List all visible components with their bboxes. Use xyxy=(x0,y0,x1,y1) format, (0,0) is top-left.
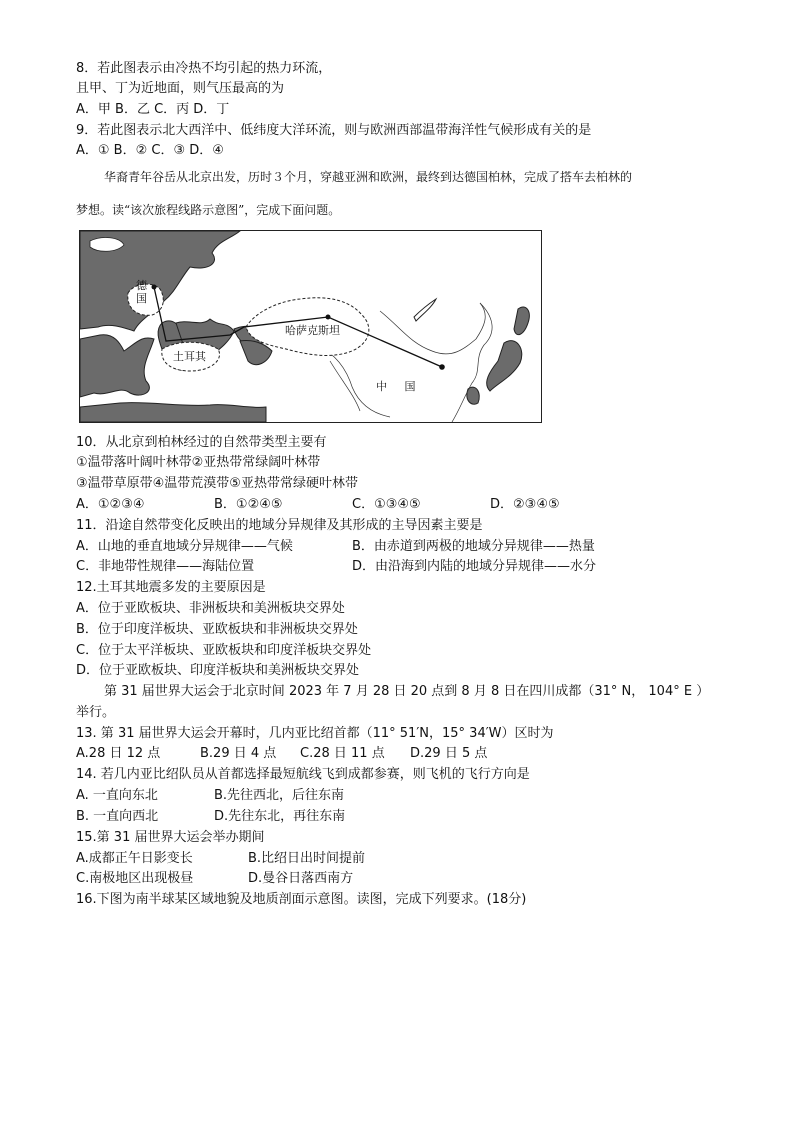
q14-stem: 14. 若几内亚比绍队员从首都选择最短航线飞到成都参赛，则飞机的飞行方向是 xyxy=(76,767,530,782)
passage2-line2: 举行。 xyxy=(76,705,116,720)
q11-option-d: D．由沿海到内陆的地域分异规律——水分 xyxy=(352,559,597,574)
q11-option-b: B．由赤道到两极的地域分异规律——热量 xyxy=(352,539,595,554)
land-japan xyxy=(487,341,522,391)
q10-items-line2: ③温带草原带④温带荒漠带⑤亚热带常绿硬叶林带 xyxy=(76,476,358,491)
city-beijing-dot xyxy=(439,364,445,370)
q15-option-c: C.南极地区出现极昼 xyxy=(76,871,194,886)
lake-baikal xyxy=(414,299,436,321)
q12-option-c: C．位于太平洋板块、亚欧板块和印度洋板块交界处 xyxy=(76,643,372,658)
q15-option-d: D.曼谷日落西南方 xyxy=(248,871,354,886)
border-line-3 xyxy=(330,361,360,411)
q12-option-d: D．位于亚欧板块、印度洋板块和美洲板块交界处 xyxy=(76,663,360,678)
q10-items-line1: ①温带落叶阔叶林带②亚热带常绿阔叶林带 xyxy=(76,455,321,470)
land-taiwan xyxy=(467,387,479,404)
q15-stem: 15.第 31 届世界大运会举办期间 xyxy=(76,830,265,845)
q13-option-d: D.29 日 5 点 xyxy=(410,746,488,761)
passage2-line1: 第 31 届世界大运会于北京时间 2023 年 7 月 28 日 20 点到 8 月 8 日在四川成都（31° N， 104° E ） xyxy=(104,684,710,699)
city-kazakh-dot xyxy=(326,315,331,320)
q15-option-a: A.成都正午日影变长 xyxy=(76,851,193,866)
land-sakhalin xyxy=(514,307,529,335)
passage1-line1: 华裔青年谷岳从北京出发，历时３个月，穿越亚洲和欧洲，最终到达德国柏林，完成了搭车去柏林的 xyxy=(104,170,633,184)
map-label-china: 中 国 xyxy=(376,380,416,393)
land-south-europe xyxy=(80,335,154,397)
q14-option-c: B. 一直向西北 xyxy=(76,809,159,824)
q9-options: A．① B．② C．③ D．④ xyxy=(76,143,224,158)
q13-option-c: C.28 日 11 点 xyxy=(300,746,385,761)
q13-option-b: B.29 日 4 点 xyxy=(200,746,277,761)
q13-option-a: A.28 日 12 点 xyxy=(76,746,161,761)
land-middle-east xyxy=(80,403,266,422)
q15-option-b: B.比绍日出时间提前 xyxy=(248,851,366,866)
q11-option-c: C．非地带性规律——海陆位置 xyxy=(76,559,255,574)
q12-stem: 12.土耳其地震多发的主要原因是 xyxy=(76,580,266,595)
q10-option-d: D．②③④⑤ xyxy=(490,497,560,512)
q10-option-c: C．①③④⑤ xyxy=(352,497,421,512)
q11-option-a: A．山地的垂直地域分异规律——气候 xyxy=(76,539,293,554)
q9-stem: 9．若此图表示北大西洋中、低纬度大洋环流，则与欧洲西部温带海洋性气候形成有关的是 xyxy=(76,123,592,138)
q14-option-b: B.先往西北，后往东南 xyxy=(214,788,345,803)
route-map xyxy=(79,230,542,423)
city-berlin-dot xyxy=(152,285,157,290)
q10-stem: 10．从北京到柏林经过的自然带类型主要有 xyxy=(76,435,327,450)
q11-stem: 11．沿途自然带变化反映出的地域分异规律及其形成的主导因素主要是 xyxy=(76,518,483,533)
map-label-turkey: 土耳其 xyxy=(173,350,206,363)
q12-option-a: A．位于亚欧板块、非洲板块和美洲板块交界处 xyxy=(76,601,345,616)
q8-options: A．甲 B．乙 C．丙 D．丁 xyxy=(76,102,230,117)
q13-stem: 13. 第 31 届世界大运会开幕时，几内亚比绍首都（11° 51′N，15° 34′W）区时为 xyxy=(76,726,554,741)
q14-option-a: A. 一直向东北 xyxy=(76,788,158,803)
q8-stem-line2: 且甲、丁为近地面，则气压最高的为 xyxy=(76,81,285,96)
q16-stem: 16.下图为南半球某区域地貌及地质剖面示意图。读图，完成下列要求。(18分) xyxy=(76,892,527,907)
q10-option-a: A．①②③④ xyxy=(76,497,145,512)
map-label-kazakhstan: 哈萨克斯坦 xyxy=(285,324,340,337)
q8-stem-line1: 8．若此图表示由冷热不均引起的热力环流， xyxy=(76,61,332,76)
passage1-line2: 梦想。读“该次旅程线路示意图”，完成下面问题。 xyxy=(76,203,341,217)
q10-option-b: B．①②④⑤ xyxy=(214,497,283,512)
map-label-germany: 德 国 xyxy=(136,279,147,305)
q12-option-b: B．位于印度洋板块、亚欧板块和非洲板块交界处 xyxy=(76,622,358,637)
q14-option-d: D.先往东北，再往东南 xyxy=(214,809,346,824)
